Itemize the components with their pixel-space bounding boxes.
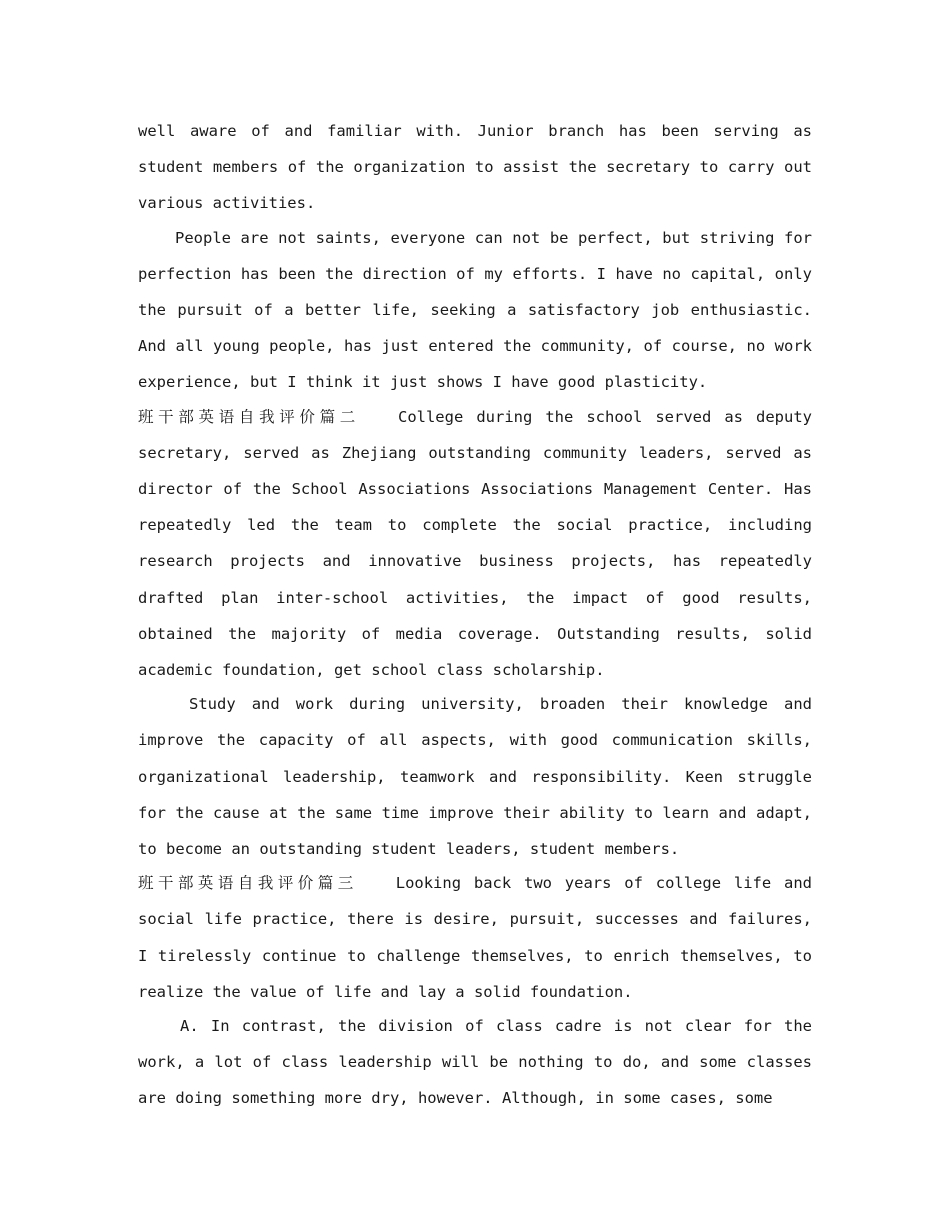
paragraph-text: A. In contrast, the division of class cadre is not clear for the work, a lot of class leadership will be nothing to do, and some classes are doing something more dry, however. Although, in some cases, some xyxy=(138,1017,812,1108)
section-heading-three: 班干部英语自我评价篇三 xyxy=(138,874,358,893)
paragraph-university xyxy=(138,686,812,867)
paragraph-text: People are not saints, everyone can not be perfect, but striving for perfection has been the direction of my efforts. I have no capital, only the pursuit of a better life, seeking a satisfactory job enthusiastic. And all young people, has just entered the community, of course, no work experience, but I think it just shows I have good plasticity. xyxy=(138,228,812,392)
paragraph-continuation xyxy=(138,113,812,222)
paragraph-text: Study and work during university, broaden their knowledge and improve the capacity of all aspects, with good communication skills, organizational leadership, teamwork and responsibility. Keen struggle for the cause at the same time improve their ability to learn and adapt, to become an outstanding student leaders, student members. xyxy=(138,695,812,859)
paragraph-text: College during the school served as deputy secretary, served as Zhejiang outstanding community leaders, served as director of the School Associations Associations Management Center. Has repeatedly led the team to complete the social practice, including research projects and innovative business projects, has repeatedly drafted plan inter-school activities, the impact of good results, obtained the majority of media coverage. Outstanding results, solid academic foundation, get school class scholarship. xyxy=(138,407,812,680)
section-heading-two: 班干部英语自我评价篇二 xyxy=(138,407,360,426)
section-three xyxy=(138,865,812,1010)
paragraph-contrast xyxy=(138,1008,812,1117)
section-two xyxy=(138,399,812,689)
paragraph-perfection xyxy=(138,220,812,401)
paragraph-text: well aware of and familiar with. Junior branch has been serving as student members of the organization to assist the secretary to carry out various activities. xyxy=(138,122,812,213)
paragraph-text: Looking back two years of college life and social life practice, there is desire, pursuit, successes and failures, I tirelessly continue to challenge themselves, to enrich themselves, to realize the value of life and lay a solid foundation. xyxy=(138,874,812,1001)
document-body xyxy=(138,113,812,1115)
